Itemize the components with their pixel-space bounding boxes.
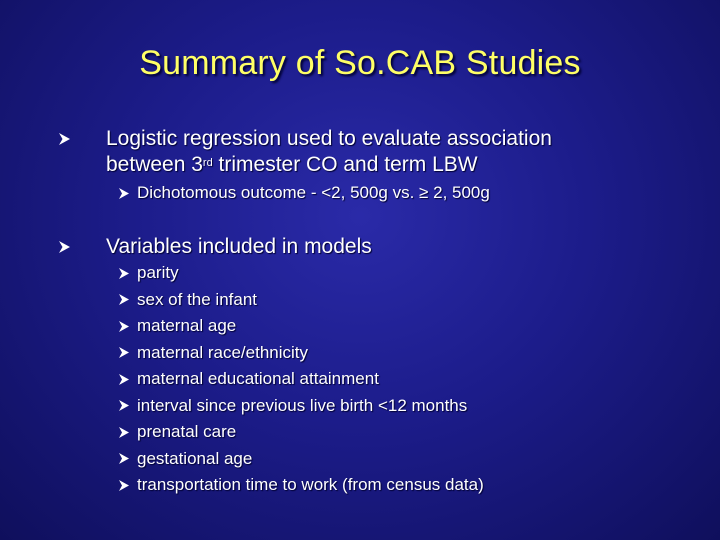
- bullet-1-sub: [118, 180, 490, 207]
- arrowhead-bullet-icon: [118, 373, 130, 386]
- bullet-2: [58, 234, 372, 260]
- bullet-1-sub-text: Dichotomous outcome - <2, 500g vs. ≥ 2, 500g: [137, 183, 490, 202]
- list-item: gestational age: [118, 446, 484, 473]
- superscript-rd: rd: [202, 157, 213, 169]
- arrowhead-bullet-icon: [118, 187, 130, 200]
- slide-title: Summary of So.CAB Studies: [139, 44, 581, 82]
- list-item: maternal educational attainment: [118, 366, 484, 393]
- bullet-2-text: Variables included in models: [106, 235, 372, 258]
- list-item: transportation time to work (from census data): [118, 472, 484, 499]
- arrowhead-bullet-icon: [58, 240, 71, 254]
- bullet-1-text: [106, 126, 552, 178]
- arrowhead-bullet-icon: [118, 267, 130, 280]
- arrowhead-bullet-icon: [118, 399, 130, 412]
- arrowhead-bullet-icon: [118, 426, 130, 439]
- list-item: prenatal care: [118, 419, 484, 446]
- bullet-1: [58, 126, 552, 178]
- arrowhead-bullet-icon: [118, 293, 130, 306]
- list-item: interval since previous live birth <12 months: [118, 393, 484, 420]
- arrowhead-bullet-icon: [58, 132, 71, 146]
- arrowhead-bullet-icon: [118, 346, 130, 359]
- arrowhead-bullet-icon: [118, 320, 130, 333]
- variables-list: [118, 260, 484, 499]
- arrowhead-bullet-icon: [118, 479, 130, 492]
- list-item: sex of the infant: [118, 287, 484, 314]
- bullet-1-line1: Logistic regression used to evaluate association: [106, 127, 552, 150]
- list-item: parity: [118, 260, 484, 287]
- bullet-1-line2: between 3rd trimester CO and term LBW: [106, 153, 478, 176]
- list-item: maternal race/ethnicity: [118, 340, 484, 367]
- arrowhead-bullet-icon: [118, 452, 130, 465]
- list-item: maternal age: [118, 313, 484, 340]
